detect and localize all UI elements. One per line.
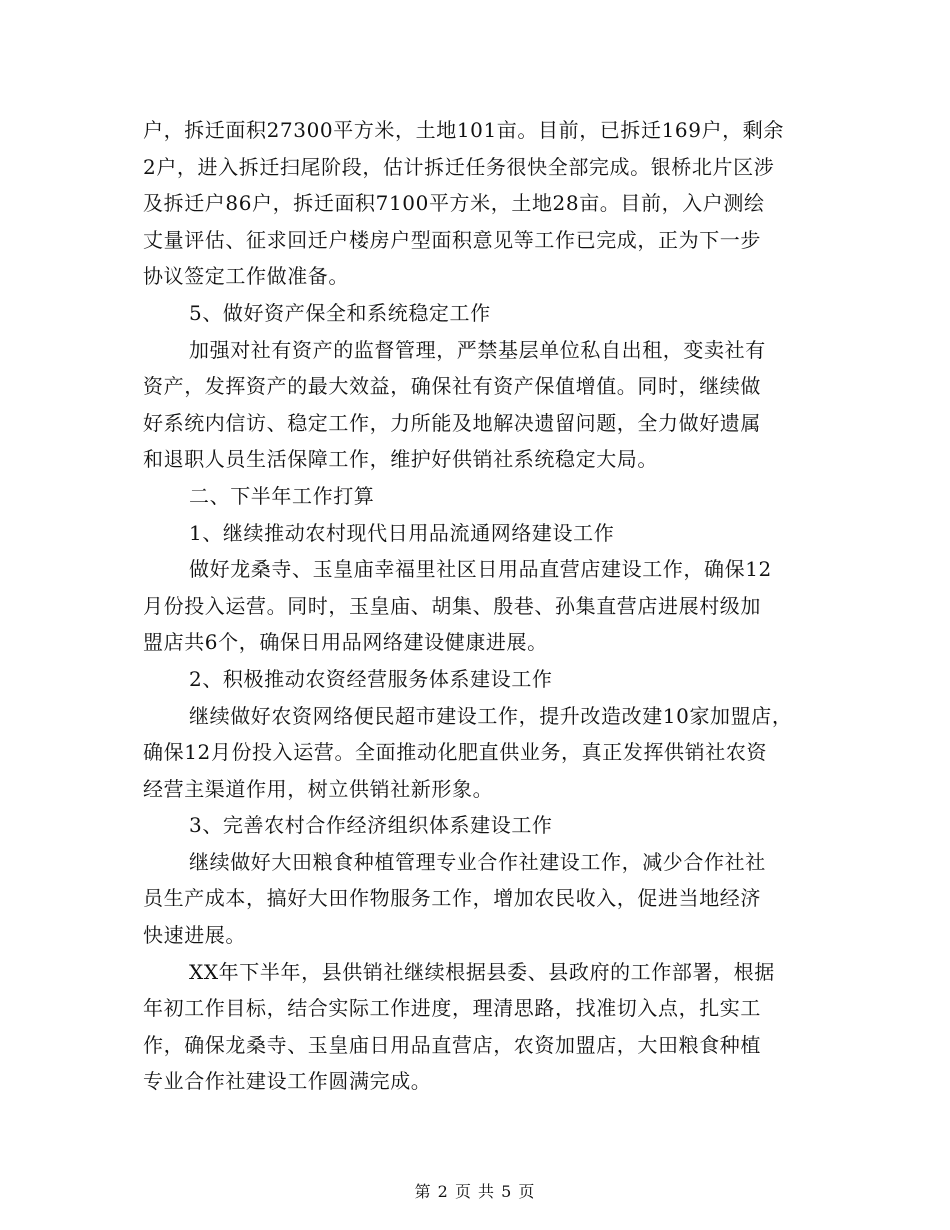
paragraph-p3 bbox=[143, 551, 811, 661]
text-line: 做好龙桑寺、玉皇庙幸福里社区日用品直营店建设工作，确保12 bbox=[189, 557, 772, 582]
text-line: 5、做好资产保全和系统稳定工作 bbox=[189, 300, 491, 325]
paragraph-p2 bbox=[143, 332, 811, 478]
text-line: 继续做好农资网络便民超市建设工作，提升改造改建10家加盟店， bbox=[189, 703, 793, 728]
text-line: 月份投入运营。同时，玉皇庙、胡集、殷巷、孙集直营店进展村级加 bbox=[143, 593, 761, 618]
text-line: 确保12月份投入运营。全面推动化肥直供业务，真正发挥供销社农资 bbox=[143, 740, 768, 765]
paragraph-p6 bbox=[143, 954, 811, 1100]
text-line: 专业合作社建设工作圆满完成。 bbox=[143, 1069, 432, 1094]
text-line: 二、下半年工作打算 bbox=[189, 483, 375, 508]
text-line: 员生产成本，搞好大田作物服务工作，增加农民收入，促进当地经济 bbox=[143, 886, 761, 911]
text-line: 好系统内信访、稳定工作，力所能及地解决遗留问题，全力做好遗属 bbox=[143, 410, 761, 435]
text-line: 年初工作目标，结合实际工作进度，理清思路，找准切入点，扎实工 bbox=[143, 996, 761, 1021]
text-line: 快速进展。 bbox=[143, 923, 246, 948]
paragraph-h2 bbox=[143, 661, 811, 698]
document-body bbox=[143, 112, 811, 1100]
text-line: 丈量评估、征求回迁户楼房户型面积意见等工作已完成，正为下一步 bbox=[143, 227, 761, 252]
page-footer: 第 2 页 共 5 页 bbox=[414, 1182, 536, 1201]
text-line: 户，拆迁面积27300平方米，土地101亩。目前，已拆迁169户，剩余 bbox=[143, 118, 784, 142]
text-line: 继续做好大田粮食种植管理专业合作社建设工作，减少合作社社 bbox=[189, 849, 766, 874]
text-line: 2户，进入拆迁扫尾阶段，估计拆迁任务很快全部完成。银桥北片区涉 bbox=[143, 154, 775, 179]
paragraph-p1 bbox=[143, 112, 811, 295]
text-line: 1、继续推动农村现代日用品流通网络建设工作 bbox=[189, 520, 615, 545]
text-line: 加强对社有资产的监督管理，严禁基层单位私自出租，变卖社有 bbox=[189, 337, 766, 362]
text-line: 盟店共6个，确保日用品网络建设健康进展。 bbox=[143, 630, 548, 655]
text-line: 协议签定工作做准备。 bbox=[143, 264, 349, 289]
text-line: 经营主渠道作用，树立供销社新形象。 bbox=[143, 776, 494, 801]
text-line: XX年下半年，县供销社继续根据县委、县政府的工作部署，根据 bbox=[189, 959, 775, 984]
text-line: 作，确保龙桑寺、玉皇庙日用品直营店，农资加盟店，大田粮食种植 bbox=[143, 1032, 761, 1057]
text-line: 资产，发挥资产的最大效益，确保社有资产保值增值。同时，继续做 bbox=[143, 374, 761, 399]
text-line: 3、完善农村合作经济组织体系建设工作 bbox=[189, 813, 553, 838]
paragraph-h1 bbox=[143, 515, 811, 552]
paragraph-h5 bbox=[143, 295, 811, 332]
paragraph-h3 bbox=[143, 807, 811, 844]
text-line: 2、积极推动农资经营服务体系建设工作 bbox=[189, 666, 553, 691]
text-line: 及拆迁户86户，拆迁面积7100平方米，土地28亩。目前，入户测绘 bbox=[143, 191, 765, 216]
paragraph-h-second bbox=[143, 478, 811, 515]
paragraph-p5 bbox=[143, 844, 811, 954]
paragraph-p4 bbox=[143, 698, 811, 808]
text-line: 和退职人员生活保障工作，维护好供销社系统稳定大局。 bbox=[143, 447, 658, 472]
